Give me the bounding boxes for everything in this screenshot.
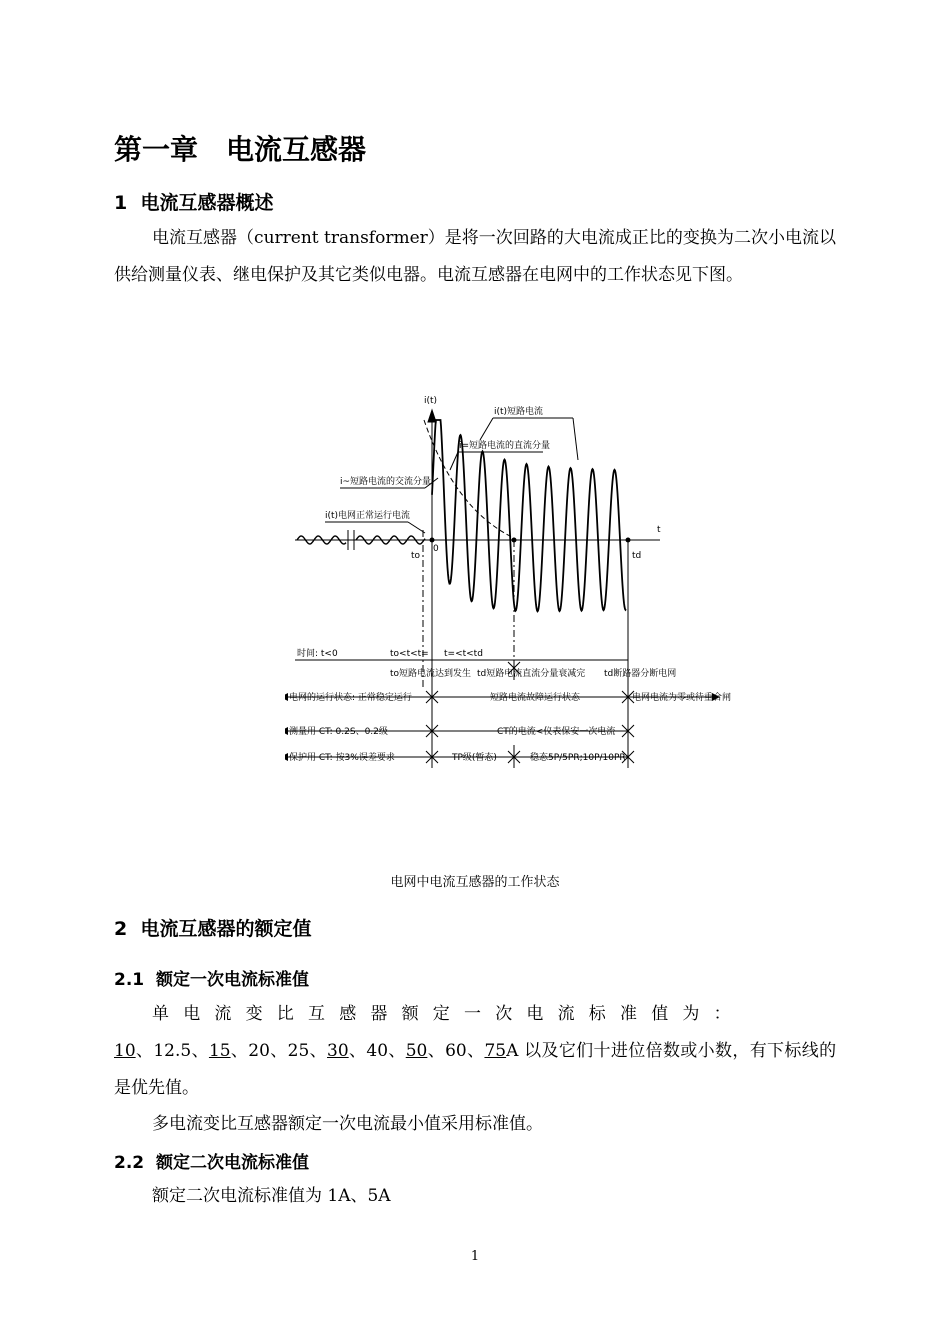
value-item: 60 [445,1041,467,1061]
preferred-value: 75 [484,1041,507,1061]
event-label-dc-decay: td短路电流直流分量衰减完 [477,669,586,679]
value-item: 、 [427,1041,446,1061]
preferred-value: 15 [208,1041,231,1061]
value-item: 、 [466,1041,485,1061]
value-item: 、 [388,1041,406,1061]
value-item: 40 [366,1041,389,1061]
t0-label: to [411,551,421,561]
measuring-ct-label: 测量用 CT: 0.2S、0.2级 [289,727,388,737]
preferred-value: 30 [327,1041,349,1061]
state-label-fault: 短路电流故障运行状态 [490,693,581,703]
measuring-ct-condition: CT的电流<仪表保安一次电流 [497,727,616,737]
section-1-heading: 1 电流互感器概述 [114,192,274,214]
time-label-fault: to<t<t= [390,649,429,659]
value-item: 、 [135,1041,154,1061]
value-item: 25 [287,1041,310,1061]
value-item: 20 [248,1041,270,1061]
section-2-1-heading: 2.1 额定一次电流标准值 [114,970,309,990]
normal-current-label: i(t)电网正常运行电流 [325,511,411,521]
preferred-value: 50 [405,1041,428,1061]
rated-primary-values [114,1033,836,1107]
rated-primary-intro: 单电流变比互感器额定一次电流标准值为： [152,1004,745,1024]
value-item: 、 [191,1041,209,1061]
protection-steady-label: 稳态5P/5PR;10P/10PR [530,753,626,763]
section-2-2-paragraph: 额定二次电流标准值为 1A、5A [152,1186,391,1206]
protection-ct-label: 保护用 CT: 按3%误差要求 [289,753,395,763]
rated-primary-tail: A 以及它们十进位倍数或小数，有下标线的是优先值。 [114,1041,837,1098]
value-item: 、 [348,1041,367,1061]
ac-component-label: i~短路电流的交流分量 [340,477,432,487]
short-circuit-label: i(t)短路电流 [494,407,544,417]
time-label-before: 时间: t<0 [297,649,338,659]
current-axis-label: i(t) [424,396,438,406]
state-label-normal: 电网的运行状态: 正常稳定运行 [289,693,412,703]
page-number: 1 [470,1249,480,1264]
time-label-after: t=<t<td [444,649,483,659]
value-item: 12.5 [153,1041,192,1061]
time-axis-label: t [657,525,661,535]
state-label-zero: 电网电流为零或待重合闸 [632,693,732,703]
ct-working-state-diagram [285,388,755,778]
section-2-2-heading: 2.2 额定二次电流标准值 [114,1153,309,1173]
section-1-paragraph: 电流互感器（current transformer）是将一次回路的大电流成正比的变换为二次小电流以供给测量仪表、继电保护及其它类似电器。电流互感器在电网中的工作状态见下图。 [114,228,836,285]
event-label-start: to短路电流达到发生 [390,669,472,679]
value-item: 、 [230,1041,249,1061]
figure-caption: 电网中电流互感器的工作状态 [390,875,560,890]
section-2-1-paragraph [114,996,836,1107]
zero-label: 0 [433,544,439,554]
protection-tp-label: TP级(暂态) [452,753,497,763]
section-2-1-paragraph-2: 多电流变比互感器额定一次电流最小值采用标准值。 [152,1114,543,1134]
value-item: 、 [309,1041,328,1061]
chapter-title: 第一章 电流互感器 [114,133,367,166]
td-label: td [632,551,642,561]
dc-component-label: i=短路电流的直流分量 [459,441,551,451]
event-label-breaker: td断路器分断电网 [604,669,677,679]
section-2-heading: 2 电流互感器的额定值 [114,918,312,940]
preferred-value: 10 [114,1041,136,1061]
value-item: 、 [269,1041,288,1061]
